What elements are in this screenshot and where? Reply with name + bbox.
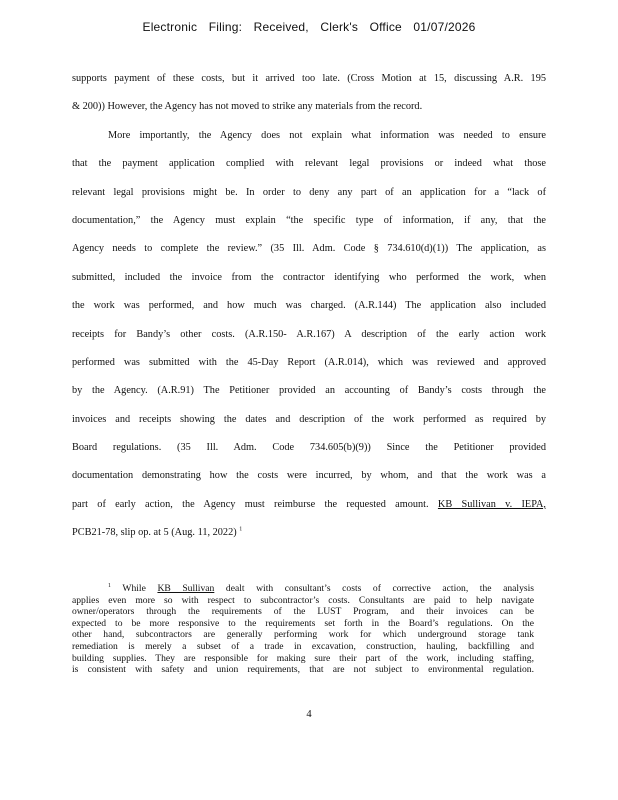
footnote-line: owner/operators through the requirements of the LUST Program, and their invoices can be <box>72 606 534 618</box>
body-line: More importantly, the Agency does not explain what information was needed to ensure <box>108 129 546 141</box>
footnote-line: other hand, subcontractors are generally performing work for which underground storage tank <box>72 629 534 641</box>
body-line-final <box>72 519 546 547</box>
body-line: invoices and receipts showing the dates and description of the work performed as required by <box>72 413 546 425</box>
footnote-line <box>72 583 534 595</box>
footnote-line: applies even more so with respect to subcontractor’s costs. Consultants are paid to help navigate <box>72 594 534 606</box>
body-paragraphs <box>72 65 546 548</box>
body-line: that the payment application complied with relevant legal provisions or indeed what those <box>72 158 546 170</box>
body-line: supports payment of these costs, but it arrived too late. (Cross Motion at 15, discussing A.R. 195 <box>72 73 546 84</box>
footnote-reference-marker: 1 <box>239 526 243 533</box>
footnote-marker: 1 <box>108 582 111 589</box>
footnote-line: remediation is merely a subset of a trade in excavation, construction, hauling, backfilling and <box>72 640 534 652</box>
body-line: & 200)) However, the Agency has not moved to strike any materials from the record. <box>72 101 423 113</box>
body-line-with-citation <box>72 491 546 519</box>
footnote-lead: While <box>122 583 146 594</box>
footnote <box>72 583 534 676</box>
footnote-line: is consistent with safety and union requirements, that are not subject to environmental regulation. <box>72 664 534 676</box>
body-line: Board regulations. (35 Ill. Adm. Code 734.605(b)(9)) Since the Petitioner provided <box>72 442 546 454</box>
body-line: relevant legal provisions might be. In order to deny any part of an application for a “lack of <box>72 186 546 198</box>
body-line: submitted, included the invoice from the contractor identifying who performed the work, when <box>72 271 546 283</box>
case-citation: KB Sullivan v. IEPA, <box>437 498 547 510</box>
body-line: by the Agency. (A.R.91) The Petitioner provided an accounting of Bandy’s costs through the <box>72 385 546 397</box>
body-line: Agency needs to complete the review.” (35 Ill. Adm. Code § 734.610(d)(1)) The application, as <box>72 243 546 255</box>
filing-stamp-header: Electronic Filing: Received, Clerk's Office 01/07/2026 <box>142 20 476 34</box>
body-line: performed was submitted with the 45-Day Report (A.R.014), which was reviewed and approved <box>72 356 546 368</box>
footnote-line: expected to be more responsive to the requirements set forth in the Board’s regulations. On the <box>72 617 534 629</box>
body-line: documentation demonstrating how the costs were incurred, by whom, and that the work was a <box>72 470 546 482</box>
page-number: 4 <box>306 709 312 720</box>
body-line: the work was performed, and how much was charged. (A.R.144) The application also included <box>72 300 546 312</box>
body-line: part of early action, the Agency must reimburse the requested amount. <box>72 498 429 510</box>
footnote-line: building supplies. They are responsible for making sure their part of the work, including staffing, <box>72 652 534 664</box>
body-line: receipts for Bandy’s other costs. (A.R.150- A.R.167) A description of the early action work <box>72 328 546 340</box>
citation-reference: PCB21-78, slip op. at 5 (Aug. 11, 2022) <box>72 527 237 539</box>
footnote-first-line: dealt with consultant’s costs of corrective action, the analysis <box>225 583 534 594</box>
footnote-case-name: KB Sullivan <box>157 583 215 594</box>
body-line: documentation,” the Agency must explain “the specific type of information, if any, that the <box>72 214 546 226</box>
